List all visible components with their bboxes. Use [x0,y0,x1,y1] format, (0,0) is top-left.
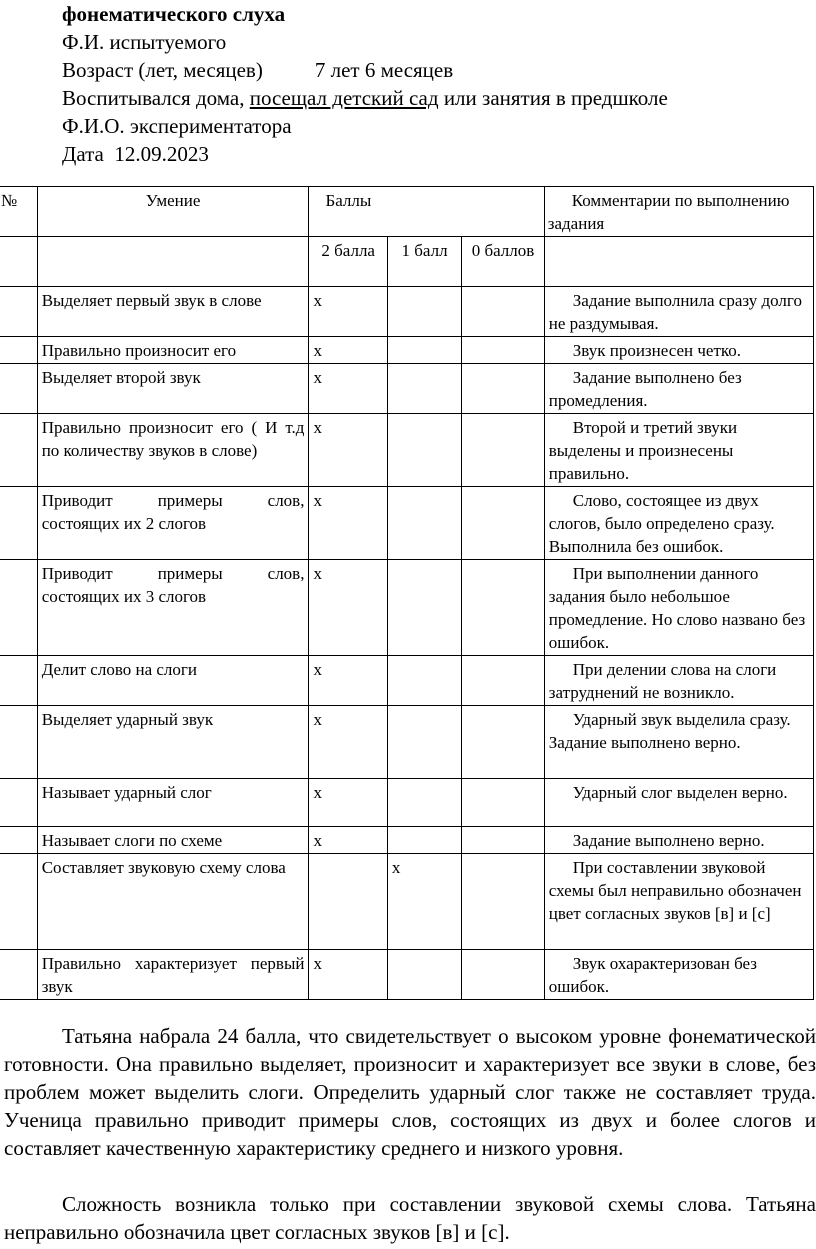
skill-cell: Выделяет первый звук в слове [37,287,309,337]
date-line [62,140,668,168]
score-0-cell [462,414,545,487]
upbringing-suffix: или занятия в предшколе [443,86,668,110]
comment-cell-text: Задание выполнила сразу долго не раздумывая. [548,291,802,333]
score-0-cell [462,560,545,656]
score-2-cell: х [309,950,387,1000]
comment-cell [544,854,813,950]
row-number-cell [0,414,37,487]
skill-cell: Составляет звуковую схему слова [37,854,309,950]
upbringing-underlined: посещал детский сад [249,86,439,110]
score-1-cell: х [387,854,461,950]
col-comment-text: Комментарии по выполнению задания [547,191,790,233]
table-header-row [0,187,814,237]
table-row [0,560,814,656]
upbringing-prefix: Воспитывался дома, [62,86,245,110]
comment-cell [544,706,813,779]
score-1-cell [387,414,461,487]
skill-cell: Выделяет ударный звук [37,706,309,779]
comment-cell [544,414,813,487]
score-1-cell [387,337,461,364]
score-1-cell [387,950,461,1000]
score-2-cell: х [309,656,387,706]
date-value: 12.09.2023 [114,142,209,166]
summary-paragraph-2 [4,1190,816,1246]
score-2-cell: х [309,364,387,414]
table-subheader-row [0,237,814,287]
comment-cell [544,779,813,827]
score-2-cell: х [309,706,387,779]
table-row [0,779,814,827]
table-row [0,287,814,337]
skill-cell: Правильно произносит его [37,337,309,364]
score-0-header: 0 баллов [462,237,545,287]
score-2-cell: х [309,337,387,364]
col-score-header: Баллы [309,187,544,237]
assessment-table [0,186,814,1000]
date-label: Дата [62,142,104,166]
score-1-cell [387,364,461,414]
col-comment-header [544,187,813,237]
row-number-cell [0,706,37,779]
table-row [0,950,814,1000]
row-number-cell [0,656,37,706]
skill-cell: Выделяет второй звук [37,364,309,414]
document-header [62,0,668,168]
score-0-cell [462,364,545,414]
score-0-cell [462,854,545,950]
comment-cell [544,950,813,1000]
score-1-cell [387,560,461,656]
skill-cell: Называет слоги по схеме [37,827,309,854]
comment-cell [544,656,813,706]
table-row [0,706,814,779]
score-1-cell [387,827,461,854]
row-number-cell [0,337,37,364]
score-0-cell [462,827,545,854]
score-0-cell [462,779,545,827]
table-row [0,854,814,950]
score-2-cell: х [309,287,387,337]
row-number-cell [0,827,37,854]
skill-cell: Правильно характеризует первый звук [37,950,309,1000]
skill-cell: Правильно произносит его ( И т.д по количеству звуков в слове) [37,414,309,487]
age-value: 7 лет 6 месяцев [314,58,454,82]
score-2-cell: х [309,560,387,656]
comment-cell-text: Слово, состоящее из двух слогов, было определено сразу. Выполнила без ошибок. [548,491,775,556]
score-2-cell: х [309,779,387,827]
score-0-cell [462,287,545,337]
row-number-cell [0,950,37,1000]
subject-label: Ф.И. испытуемого [62,30,227,54]
table-row [0,487,814,560]
comment-cell [544,364,813,414]
score-0-cell [462,487,545,560]
comment-cell [544,287,813,337]
age-line [62,56,668,84]
table-row [0,364,814,414]
score-2-header: 2 балла [309,237,387,287]
score-0-cell [462,950,545,1000]
table-row [0,827,814,854]
comment-cell [544,487,813,560]
comment-cell-text: Второй и третий звуки выделены и произнесены правильно. [548,418,738,483]
score-2-cell: х [309,487,387,560]
score-1-cell [387,487,461,560]
comment-cell-text: Звук охарактеризован без ошибок. [548,954,757,996]
row-number-cell [0,487,37,560]
score-0-cell [462,337,545,364]
score-1-cell [387,779,461,827]
score-0-cell [462,656,545,706]
score-1-header: 1 балл [387,237,461,287]
skill-cell: Приводит примеры слов, состоящих их 2 слогов [37,487,309,560]
skill-cell: Делит слово на слоги [37,656,309,706]
table-row [0,337,814,364]
comment-cell-text: При делении слова на слоги затруднений не возникло. [548,660,777,702]
table-row [0,656,814,706]
score-0-cell [462,706,545,779]
comment-cell-text: Ударный звук выделила сразу. Задание выполнено верно. [548,710,791,752]
col-num-header: № [0,187,37,237]
summary-text-2: Сложность возникла только при составлении звуковой схемы слова. Татьяна неправильно обозначила цвет согласных звуков [в] и [с]. [4,1192,816,1244]
score-1-cell [387,656,461,706]
row-number-cell [0,854,37,950]
score-1-cell [387,706,461,779]
comment-cell [544,827,813,854]
upbringing-line [62,84,668,112]
comment-cell-text: Задание выполнено верно. [572,831,765,850]
table-row [0,414,814,487]
score-2-cell: х [309,414,387,487]
row-number-cell [0,364,37,414]
score-2-cell: х [309,827,387,854]
row-number-cell [0,560,37,656]
comment-cell-text: Задание выполнено без промедления. [548,368,742,410]
skill-cell: Приводит примеры слов, состоящих их 3 слогов [37,560,309,656]
summary-text-1: Татьяна набрала 24 балла, что свидетельствует о высоком уровне фонематической готовности. Она правильно выделяет, произносит и характеризует все звуки в слове, без проблем может выделить слоги. Определить ударный слог также не составляет труда. Ученица правильно приводит примеры слов, состоящих из двух и более слогов и составляет качественную характеристику среднего и низкого уровня. [4,1024,816,1160]
experimenter-label: Ф.И.О. экспериментатора [62,114,292,138]
header-title: фонематического слуха [62,2,286,26]
comment-cell-text: Ударный слог выделен верно. [572,783,788,802]
skill-cell: Называет ударный слог [37,779,309,827]
summary-paragraph-1 [4,1022,816,1162]
comment-cell-text: Звук произнесен четко. [572,341,742,360]
age-label: Возраст (лет, месяцев) [62,58,263,82]
row-number-cell [0,779,37,827]
score-2-cell [309,854,387,950]
score-1-cell [387,287,461,337]
comment-cell-text: При составлении звуковой схемы был неправильно обозначен цвет согласных звуков [в] и [с] [548,858,802,923]
comment-cell-text: При выполнении данного задания было небольшое промедление. Но слово названо без ошибок. [548,564,806,652]
row-number-cell [0,287,37,337]
comment-cell [544,337,813,364]
col-skill-header: Умение [37,187,309,237]
comment-cell [544,560,813,656]
